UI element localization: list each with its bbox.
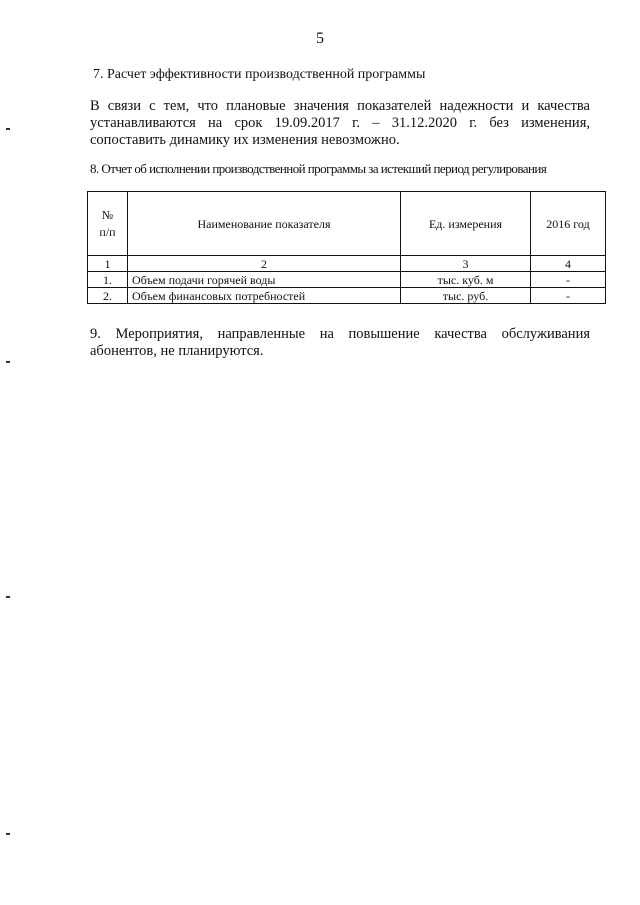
scan-mark	[6, 361, 10, 363]
row-name: Объем подачи горячей воды	[128, 272, 401, 288]
table-column-numbers-row	[88, 256, 606, 272]
column-number: 4	[531, 256, 606, 272]
row-unit: тыс. куб. м	[401, 272, 531, 288]
header-num-line2: п/п	[99, 224, 116, 239]
row-name: Объем финансовых потребностей	[128, 288, 401, 304]
scan-mark	[6, 128, 10, 130]
column-number: 1	[88, 256, 128, 272]
table-row	[88, 288, 606, 304]
header-unit: Ед. измерения	[401, 192, 531, 256]
report-table	[87, 191, 606, 304]
section-9-text: 9. Мероприятия, направленные на повышение качества обслуживания абонентов, не планируются.	[90, 326, 590, 359]
row-num: 2.	[88, 288, 128, 304]
table-row	[88, 272, 606, 288]
column-number: 2	[128, 256, 401, 272]
header-num	[88, 192, 128, 256]
row-value: -	[531, 288, 606, 304]
table-header-row	[88, 192, 606, 256]
section-8-heading: 8. Отчет об исполнении производственной программы за истекший период регулирования	[90, 161, 547, 176]
column-number: 3	[401, 256, 531, 272]
page-number: 5	[316, 30, 324, 47]
header-name: Наименование показателя	[128, 192, 401, 256]
header-year: 2016 год	[531, 192, 606, 256]
section-7-text: В связи с тем, что плановые значения показателей надежности и качества устанавливаются на срок 19.09.2017 г. – 31.12.2020 г. без изменения, сопоставить динамику их изменения невозможно.	[90, 98, 590, 148]
row-num: 1.	[88, 272, 128, 288]
header-num-line1: №	[101, 207, 114, 222]
row-value: -	[531, 272, 606, 288]
section-7-heading: 7. Расчет эффективности производственной программы	[93, 67, 426, 82]
row-unit: тыс. руб.	[401, 288, 531, 304]
scan-mark	[6, 833, 10, 835]
scan-mark	[6, 596, 10, 598]
